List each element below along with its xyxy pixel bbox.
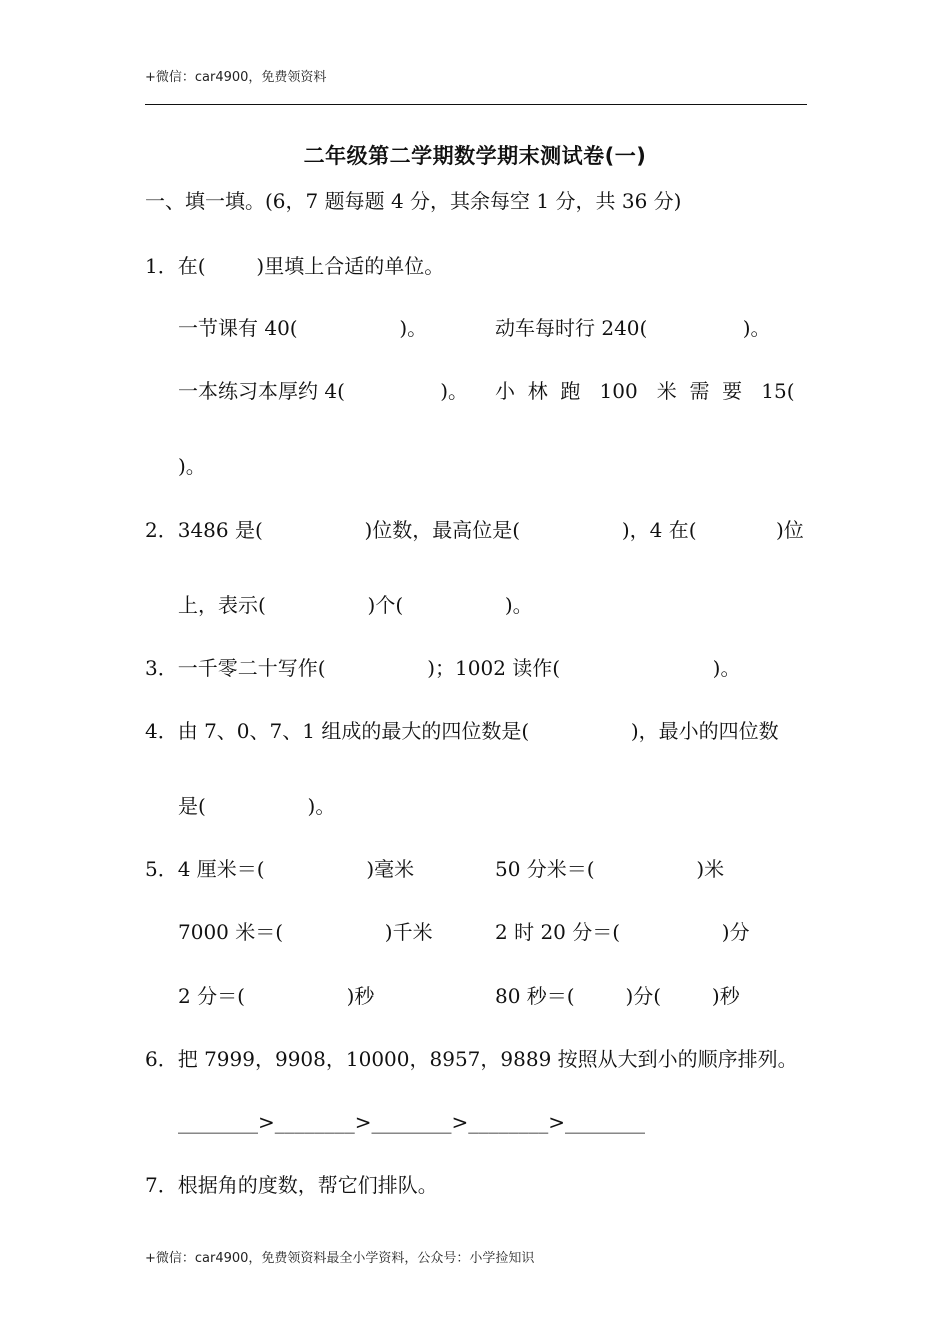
q1-stem: 1．在( )里填上合适的单位。 xyxy=(145,254,445,278)
q5-row-3-b: 80 秒＝( )分( )秒 xyxy=(495,984,740,1008)
q5-row-2-b: 2 时 20 分＝( )分 xyxy=(495,920,750,944)
q2-line-1: 2．3486 是( )位数，最高位是( )，4 在( xyxy=(145,518,697,542)
page-title: 二年级第二学期数学期末测试卷(一) xyxy=(303,144,647,168)
q5-row-3-a: 2 分＝( )秒 xyxy=(178,984,375,1008)
q4-line-2: 是( )。 xyxy=(178,794,336,818)
q5-row-2-a: 7000 米＝( )千米 xyxy=(178,920,433,944)
page-header: +微信：car4900，免费领资料 xyxy=(145,70,327,85)
q1-item-c: 一本练习本厚约 4( )。 xyxy=(178,379,469,403)
q6-stem: 6．把 7999，9908，10000，8957，9889 按照从大到小的顺序排列。 xyxy=(145,1047,798,1071)
q7-stem: 7．根据角的度数，帮它们排队。 xyxy=(145,1173,438,1197)
header-rule xyxy=(145,104,807,105)
q5-row-1-a: 5．4 厘米＝( )毫米 xyxy=(145,857,415,881)
q1-item-b: 动车每时行 240( )。 xyxy=(495,316,771,340)
q1-item-d: 小 林 跑 100 米 需 要 15( xyxy=(495,379,795,403)
q1-item-a: 一节课有 40( )。 xyxy=(178,316,428,340)
q2-line-1-end: )位 xyxy=(776,518,804,542)
page-footer: +微信：car4900，免费领资料最全小学资料，公众号：小学捡知识 xyxy=(145,1251,535,1266)
q5-row-1-b: 50 分米＝( )米 xyxy=(495,857,725,881)
q2-line-2: 上，表示( )个( )。 xyxy=(178,593,533,617)
section-1-heading: 一、填一填。(6，7 题每题 4 分，其余每空 1 分，共 36 分) xyxy=(145,189,682,213)
q6-answer-blanks: ________>________>________>________>________ xyxy=(178,1110,646,1134)
q1-item-d-cont: )。 xyxy=(178,454,206,478)
q3: 3．一千零二十写作( )；1002 读作( )。 xyxy=(145,656,741,680)
q4-line-1: 4．由 7、0、7、1 组成的最大的四位数是( )，最小的四位数 xyxy=(145,719,779,743)
